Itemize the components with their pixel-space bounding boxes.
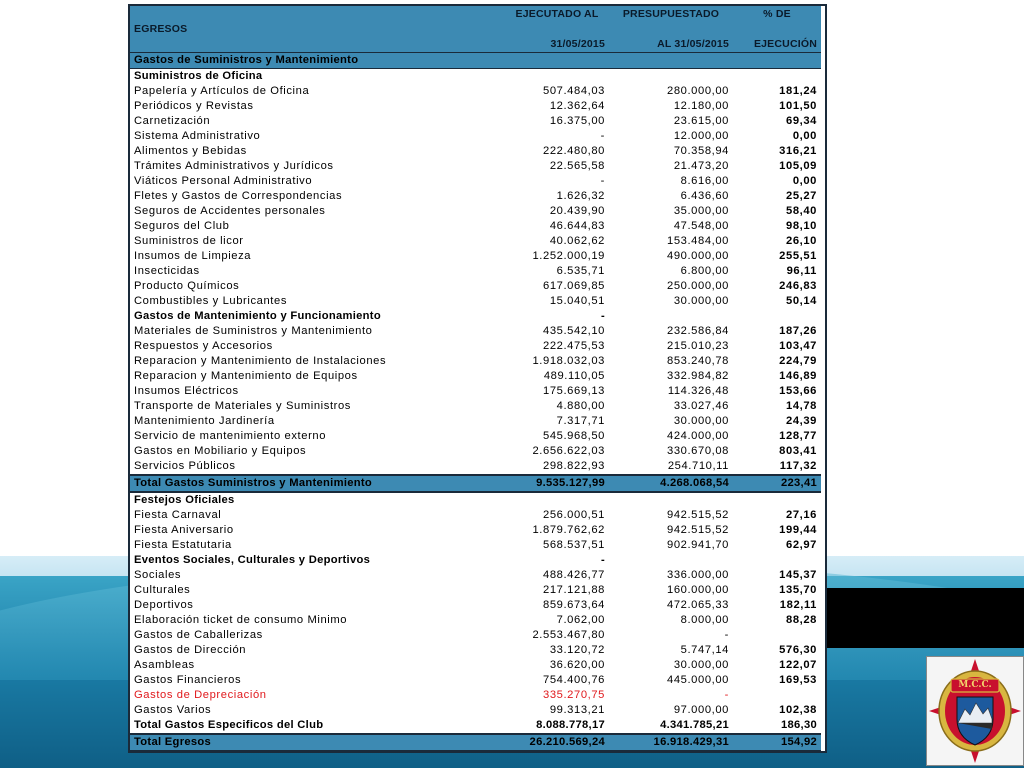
row-ejecutado: 36.620,00 [549, 659, 605, 671]
row-ejecutado: 99.313,21 [549, 704, 605, 716]
row-ejecutado: 33.120,72 [549, 644, 605, 656]
row-ejecutado: 20.439,90 [549, 205, 605, 217]
row-presupuestado: 30.000,00 [673, 295, 729, 307]
row-presupuestado: 490.000,00 [667, 250, 729, 262]
row-presupuestado: 853.240,78 [667, 355, 729, 367]
group-row [130, 309, 821, 324]
row-presupuestado: 942.515,52 [667, 509, 729, 521]
row-label: Deportivos [134, 599, 194, 611]
table-row [130, 249, 821, 264]
group-row [130, 553, 821, 568]
row-label: Insumos Eléctricos [134, 385, 239, 397]
row-presupuestado: 97.000,00 [673, 704, 729, 716]
row-ejecutado: 1.879.762,62 [532, 524, 605, 536]
header-presupuestado-line2: AL 31/05/2015 [609, 36, 733, 53]
row-label: Servicio de mantenimiento externo [134, 430, 327, 442]
row-label: Periódicos y Revistas [134, 100, 254, 112]
row-pct: 153,66 [779, 385, 817, 397]
row-ejecutado: 16.375,00 [549, 115, 605, 127]
logo-text: M.C.C. [958, 680, 992, 690]
table-row [130, 459, 821, 475]
row-presupuestado: 35.000,00 [673, 205, 729, 217]
table-row [130, 384, 821, 399]
table-row [130, 369, 821, 384]
row-presupuestado: 12.180,00 [673, 100, 729, 112]
club-logo [926, 656, 1024, 766]
row-label: Combustibles y Lubricantes [134, 295, 288, 307]
row-pct [733, 492, 821, 508]
row-label: Alimentos y Bebidas [134, 145, 247, 157]
row-presupuestado: 16.918.429,31 [609, 734, 733, 751]
row-label: Seguros de Accidentes personales [134, 205, 326, 217]
row-ejecutado: 46.644,83 [549, 220, 605, 232]
table-row [130, 354, 821, 369]
row-label: Reparacion y Mantenimiento de Instalaciones [134, 355, 387, 367]
row-pct: 182,11 [779, 599, 817, 611]
row-pct: 135,70 [779, 584, 817, 596]
row-presupuestado: 23.615,00 [673, 115, 729, 127]
row-label: Gastos en Mobiliario y Equipos [134, 445, 307, 457]
header-pct-line1: % DE [733, 6, 821, 22]
row-presupuestado: 12.000,00 [673, 130, 729, 142]
table-row [130, 583, 821, 598]
row-pct [733, 628, 821, 643]
table-row [130, 613, 821, 628]
row-pct [733, 553, 821, 568]
row-pct: 96,11 [786, 265, 817, 277]
group-row [130, 69, 821, 85]
row-pct: 803,41 [779, 445, 817, 457]
table-row [130, 219, 821, 234]
row-ejecutado: - [600, 130, 605, 142]
row-presupuestado: 215.010,23 [667, 340, 729, 352]
row-ejecutado: 489.110,05 [543, 370, 605, 382]
row-pct: 316,21 [779, 145, 817, 157]
row-label: Gastos Financieros [134, 674, 242, 686]
row-pct [733, 53, 821, 69]
row-ejecutado: 9.535.127,99 [505, 475, 609, 492]
row-pct: 62,97 [786, 539, 817, 551]
row-presupuestado [609, 553, 733, 568]
row-presupuestado: 33.027,46 [673, 400, 729, 412]
row-pct: 24,39 [786, 415, 817, 427]
row-presupuestado: 254.710,11 [667, 460, 729, 472]
row-label: Suministros de Oficina [134, 70, 263, 82]
header-row [130, 6, 821, 22]
header-egresos: EGRESOS [130, 22, 505, 36]
row-ejecutado: 617.069,85 [543, 280, 605, 292]
row-label: Materiales de Suministros y Mantenimiento [134, 325, 373, 337]
table-row [130, 399, 821, 414]
row-presupuestado: - [724, 689, 729, 701]
table-row [130, 414, 821, 429]
row-pct: 246,83 [779, 280, 817, 292]
row-pct: 181,24 [779, 85, 817, 97]
row-pct [733, 69, 821, 85]
row-ejecutado: 1.918.032,03 [532, 355, 605, 367]
row-presupuestado: 902.941,70 [667, 539, 729, 551]
row-label: Sociales [134, 569, 182, 581]
row-label: Transporte de Materiales y Suministros [134, 400, 351, 412]
header-row [130, 22, 821, 36]
row-ejecutado: 222.480,80 [543, 145, 605, 157]
row-ejecutado: 7.062,00 [556, 614, 605, 626]
row-presupuestado: 153.484,00 [667, 235, 729, 247]
row-label: Eventos Sociales, Culturales y Deportivos [134, 554, 371, 566]
expenses-table-container [128, 4, 827, 753]
row-label: Gastos de Suministros y Mantenimiento [130, 53, 505, 69]
table-row [130, 658, 821, 673]
row-presupuestado: 330.670,08 [667, 445, 729, 457]
row-pct: 58,40 [786, 205, 817, 217]
row-presupuestado: 472.065,33 [667, 599, 729, 611]
row-presupuestado [609, 53, 733, 69]
row-pct: 223,41 [733, 475, 821, 492]
row-pct: 186,30 [780, 719, 817, 731]
row-pct: 14,78 [786, 400, 817, 412]
table-row [130, 189, 821, 204]
row-presupuestado: 5.747,14 [680, 644, 729, 656]
row-pct [733, 309, 821, 324]
row-label: Total Egresos [130, 734, 505, 751]
row-pct: 102,38 [779, 704, 817, 716]
row-presupuestado: 114.326,48 [667, 385, 729, 397]
row-pct: 187,26 [779, 325, 817, 337]
row-ejecutado: 335.270,75 [543, 689, 605, 701]
row-label: Mantenimiento Jardinería [134, 415, 275, 427]
slide-decoration-black-band [822, 588, 1024, 648]
row-ejecutado: 40.062,62 [549, 235, 605, 247]
row-pct: 103,47 [779, 340, 817, 352]
row-pct: 26,10 [786, 235, 817, 247]
row-ejecutado: 2.553.467,80 [532, 629, 605, 641]
table-row [130, 598, 821, 613]
table-row [130, 444, 821, 459]
row-presupuestado: 6.436,60 [680, 190, 729, 202]
header-presupuestado-line1: PRESUPUESTADO [609, 6, 733, 22]
row-pct: 117,32 [779, 460, 817, 472]
row-pct: 101,50 [779, 100, 817, 112]
row-pct: 154,92 [733, 734, 821, 751]
row-presupuestado: 332.984,82 [667, 370, 729, 382]
table-row [130, 568, 821, 583]
table-row [130, 174, 821, 189]
row-pct: 255,51 [779, 250, 817, 262]
group-row [130, 492, 821, 508]
row-ejecutado: 859.673,64 [543, 599, 605, 611]
row-ejecutado: - [600, 554, 605, 566]
row-label: Gastos de Mantenimiento y Funcionamiento [134, 310, 381, 322]
table-row [130, 324, 821, 339]
row-presupuestado [609, 309, 733, 324]
row-label: Fletes y Gastos de Correspondencias [134, 190, 343, 202]
row-label: Gastos de Dirección [134, 644, 247, 656]
row-presupuestado: 336.000,00 [667, 569, 729, 581]
row-presupuestado [609, 492, 733, 508]
row-pct: 25,27 [786, 190, 817, 202]
row-label: Viáticos Personal Administrativo [134, 175, 313, 187]
row-pct: 146,89 [779, 370, 817, 382]
row-ejecutado: 8.088.778,17 [536, 719, 605, 731]
row-label: Respuestos y Accesorios [134, 340, 273, 352]
row-ejecutado [505, 69, 609, 85]
table-row [130, 84, 821, 99]
row-ejecutado: 488.426,77 [543, 569, 605, 581]
row-pct: 145,37 [779, 569, 817, 581]
table-row [130, 159, 821, 174]
row-ejecutado: 568.537,51 [543, 539, 605, 551]
row-ejecutado: 2.656.622,03 [532, 445, 605, 457]
row-presupuestado: 424.000,00 [667, 430, 729, 442]
row-ejecutado: 222.475,53 [543, 340, 605, 352]
table-row [130, 429, 821, 444]
row-ejecutado: 545.968,50 [543, 430, 605, 442]
row-pct: 98,10 [786, 220, 817, 232]
expenses-table [130, 6, 821, 752]
club-emblem-icon [927, 657, 1023, 765]
row-presupuestado [609, 69, 733, 85]
header-ejecutado-line2: 31/05/2015 [505, 36, 609, 53]
row-label: Papelería y Artículos de Oficina [134, 85, 310, 97]
table-row [130, 294, 821, 309]
row-ejecutado: 15.040,51 [549, 295, 605, 307]
table-row [130, 144, 821, 159]
row-pct: 0,00 [792, 175, 817, 187]
row-label: Reparacion y Mantenimiento de Equipos [134, 370, 358, 382]
row-pct: 0,00 [792, 130, 817, 142]
row-label: Producto Químicos [134, 280, 240, 292]
row-pct: 69,34 [786, 115, 817, 127]
row-ejecutado: 435.542,10 [543, 325, 605, 337]
row-ejecutado: 12.362,64 [549, 100, 605, 112]
row-pct: 199,44 [779, 524, 817, 536]
row-label: Carnetización [134, 115, 211, 127]
row-ejecutado: 1.626,32 [556, 190, 605, 202]
row-presupuestado: 250.000,00 [667, 280, 729, 292]
row-ejecutado: 298.822,93 [543, 460, 605, 472]
row-presupuestado: 30.000,00 [673, 659, 729, 671]
row-ejecutado: 507.484,03 [543, 85, 605, 97]
row-label: Gastos de Depreciación [134, 689, 267, 701]
row-label: Elaboración ticket de consumo Minimo [134, 614, 348, 626]
row-pct [733, 688, 821, 703]
table-row [130, 204, 821, 219]
row-presupuestado: 445.000,00 [667, 674, 729, 686]
row-label: Asambleas [134, 659, 195, 671]
row-label: Total Gastos Suministros y Mantenimiento [130, 475, 505, 492]
row-pct: 88,28 [786, 614, 817, 626]
row-label: Festejos Oficiales [134, 494, 235, 506]
row-presupuestado: 30.000,00 [673, 415, 729, 427]
table-row [130, 523, 821, 538]
row-label: Total Gastos Especificos del Club [134, 719, 324, 731]
header-row [130, 36, 821, 53]
total-row [130, 734, 821, 751]
row-presupuestado: 8.616,00 [680, 175, 729, 187]
row-label: Suministros de licor [134, 235, 244, 247]
row-presupuestado: 21.473,20 [673, 160, 729, 172]
row-pct: 128,77 [779, 430, 817, 442]
table-row [130, 688, 821, 703]
section-header-row [130, 53, 821, 69]
table-row [130, 129, 821, 144]
table-row [130, 264, 821, 279]
row-ejecutado: 217.121,88 [543, 584, 605, 596]
header-ejecutado-line1: EJECUTADO AL [505, 6, 609, 22]
row-presupuestado: 8.000,00 [680, 614, 729, 626]
row-pct: 224,79 [779, 355, 817, 367]
row-ejecutado [505, 492, 609, 508]
row-label: Insumos de Limpieza [134, 250, 252, 262]
row-ejecutado: 6.535,71 [556, 265, 605, 277]
row-label: Insecticidas [134, 265, 200, 277]
row-presupuestado: 70.358,94 [673, 145, 729, 157]
row-presupuestado: 942.515,52 [667, 524, 729, 536]
total-row [130, 475, 821, 492]
table-row [130, 703, 821, 718]
row-ejecutado: 22.565,58 [549, 160, 605, 172]
row-pct: 50,14 [786, 295, 817, 307]
row-presupuestado: 47.548,00 [673, 220, 729, 232]
table-row [130, 643, 821, 658]
row-ejecutado [505, 53, 609, 69]
table-row [130, 279, 821, 294]
row-pct: 122,07 [779, 659, 817, 671]
row-label: Gastos de Caballerizas [134, 629, 263, 641]
table-row [130, 234, 821, 249]
row-label: Fiesta Estatutaria [134, 539, 232, 551]
row-label: Fiesta Carnaval [134, 509, 222, 521]
row-label: Sistema Administrativo [134, 130, 261, 142]
row-label: Fiesta Aniversario [134, 524, 234, 536]
group-row [130, 718, 821, 734]
row-ejecutado: - [600, 175, 605, 187]
row-label: Culturales [134, 584, 191, 596]
row-ejecutado: 7.317,71 [556, 415, 605, 427]
row-presupuestado: 4.341.785,21 [660, 719, 729, 731]
row-label: Gastos Varios [134, 704, 212, 716]
row-ejecutado: 26.210.569,24 [505, 734, 609, 751]
row-presupuestado: 160.000,00 [667, 584, 729, 596]
row-presupuestado: 232.586,84 [667, 325, 729, 337]
table-row [130, 114, 821, 129]
table-row [130, 99, 821, 114]
table-row [130, 538, 821, 553]
row-ejecutado: - [600, 310, 605, 322]
row-presupuestado: 280.000,00 [667, 85, 729, 97]
row-ejecutado: 754.400,76 [543, 674, 605, 686]
row-pct: 576,30 [779, 644, 817, 656]
row-ejecutado: 256.000,51 [543, 509, 605, 521]
row-pct: 105,09 [779, 160, 817, 172]
row-presupuestado: 4.268.068,54 [609, 475, 733, 492]
row-ejecutado: 1.252.000,19 [532, 250, 605, 262]
row-label: Seguros del Club [134, 220, 230, 232]
row-ejecutado: 175.669,13 [543, 385, 605, 397]
row-label: Trámites Administrativos y Jurídicos [134, 160, 334, 172]
row-presupuestado: 6.800,00 [680, 265, 729, 277]
table-row [130, 508, 821, 523]
table-row [130, 628, 821, 643]
header-pct-line2: EJECUCIÓN [733, 36, 821, 53]
table-row [130, 339, 821, 354]
row-presupuestado: - [724, 629, 729, 641]
row-ejecutado: 4.880,00 [556, 400, 605, 412]
row-label: Servicios Públicos [134, 460, 236, 472]
row-pct: 27,16 [786, 509, 817, 521]
row-pct: 169,53 [779, 674, 817, 686]
table-row [130, 673, 821, 688]
